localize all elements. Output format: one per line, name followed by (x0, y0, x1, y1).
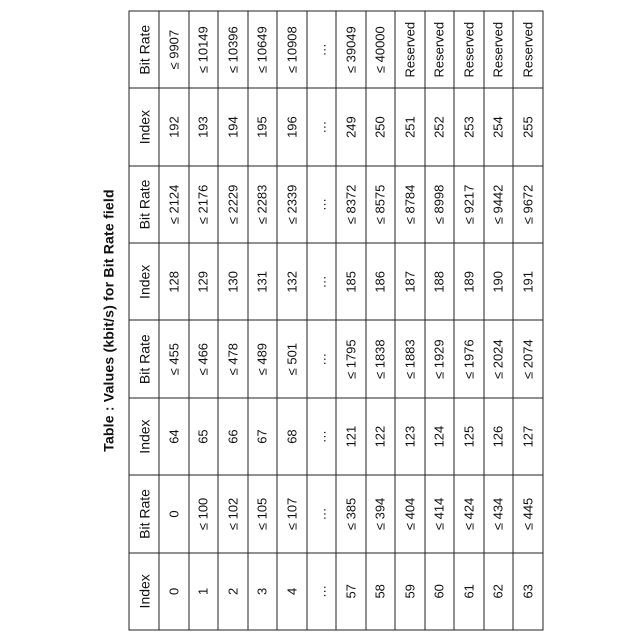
table-row (188, 11, 218, 630)
index-cell: 64 (159, 397, 189, 474)
column-header: Index (129, 243, 159, 320)
bit-rate-cell: ≤ 2024 (483, 320, 513, 397)
table-row (277, 11, 307, 630)
bit-rate-cell: Reserved (483, 11, 513, 88)
bit-rate-cell: ≤ 445 (513, 475, 543, 552)
table-row (424, 11, 454, 630)
index-cell: 252 (424, 88, 454, 165)
bit-rate-cell: ≤ 2339 (277, 165, 307, 242)
index-cell: 57 (336, 552, 366, 629)
table-title: Table : Values (kbit/s) for Bit Rate field (98, 10, 128, 630)
index-cell: 131 (247, 243, 277, 320)
index-cell: 122 (365, 397, 395, 474)
bit-rate-cell: ≤ 394 (365, 475, 395, 552)
bit-rate-cell: Reserved (395, 11, 425, 88)
column-header: Index (129, 397, 159, 474)
index-cell: 190 (483, 243, 513, 320)
index-cell: … (306, 88, 336, 165)
column-header: Bit Rate (129, 165, 159, 242)
bit-rate-cell: ≤ 9442 (483, 165, 513, 242)
index-cell: … (306, 397, 336, 474)
bit-rate-cell: ≤ 1883 (395, 320, 425, 397)
index-cell: 62 (483, 552, 513, 629)
index-cell: 66 (218, 397, 248, 474)
bit-rate-cell: ≤ 2074 (513, 320, 543, 397)
index-cell: 186 (365, 243, 395, 320)
bit-rate-cell: ≤ 39049 (336, 11, 366, 88)
bit-rate-cell: ≤ 424 (454, 475, 484, 552)
index-cell: 68 (277, 397, 307, 474)
bit-rate-cell: ≤ 1795 (336, 320, 366, 397)
index-cell: 61 (454, 552, 484, 629)
index-cell: 249 (336, 88, 366, 165)
table-row (454, 11, 484, 630)
bit-rate-cell: ≤ 1929 (424, 320, 454, 397)
bit-rate-cell: … (306, 320, 336, 397)
table-row (247, 11, 277, 630)
index-cell: 188 (424, 243, 454, 320)
index-cell: 251 (395, 88, 425, 165)
bit-rate-cell: ≤ 8784 (395, 165, 425, 242)
bit-rate-cell: ≤ 1838 (365, 320, 395, 397)
column-header: Index (129, 552, 159, 629)
index-cell: 1 (188, 552, 218, 629)
table-row (159, 11, 189, 630)
bit-rate-cell: ≤ 9217 (454, 165, 484, 242)
bit-rate-table (128, 10, 543, 630)
bit-rate-cell: ≤ 102 (218, 475, 248, 552)
index-cell: 132 (277, 243, 307, 320)
bit-rate-cell: ≤ 107 (277, 475, 307, 552)
bit-rate-cell: ≤ 489 (247, 320, 277, 397)
index-cell: 58 (365, 552, 395, 629)
index-cell: 196 (277, 88, 307, 165)
column-header: Bit Rate (129, 475, 159, 552)
index-cell: 65 (188, 397, 218, 474)
column-header: Index (129, 88, 159, 165)
index-cell: 67 (247, 397, 277, 474)
index-cell: 129 (188, 243, 218, 320)
bit-rate-cell: ≤ 2229 (218, 165, 248, 242)
index-cell: 194 (218, 88, 248, 165)
bit-rate-cell: ≤ 8372 (336, 165, 366, 242)
bit-rate-cell: ≤ 455 (159, 320, 189, 397)
index-cell: 121 (336, 397, 366, 474)
index-cell: 128 (159, 243, 189, 320)
bit-rate-cell: ≤ 9672 (513, 165, 543, 242)
bit-rate-cell: ≤ 10649 (247, 11, 277, 88)
index-cell: 4 (277, 552, 307, 629)
header-row (129, 11, 159, 630)
bit-rate-cell: ≤ 105 (247, 475, 277, 552)
index-cell: 255 (513, 88, 543, 165)
column-header: Bit Rate (129, 320, 159, 397)
bit-rate-cell: Reserved (424, 11, 454, 88)
index-cell: 193 (188, 88, 218, 165)
index-cell: 59 (395, 552, 425, 629)
bit-rate-cell: … (306, 475, 336, 552)
index-cell: 185 (336, 243, 366, 320)
bit-rate-cell: ≤ 478 (218, 320, 248, 397)
index-cell: … (306, 243, 336, 320)
bit-rate-cell: ≤ 40000 (365, 11, 395, 88)
bit-rate-cell: … (306, 11, 336, 88)
bit-rate-cell: ≤ 1976 (454, 320, 484, 397)
bit-rate-cell: … (306, 165, 336, 242)
rotated-table-figure (98, 10, 543, 630)
table-row (395, 11, 425, 630)
index-cell: 187 (395, 243, 425, 320)
bit-rate-cell: ≤ 404 (395, 475, 425, 552)
index-cell: 254 (483, 88, 513, 165)
index-cell: 0 (159, 552, 189, 629)
table-row (336, 11, 366, 630)
bit-rate-cell: Reserved (454, 11, 484, 88)
index-cell: 127 (513, 397, 543, 474)
index-cell: 125 (454, 397, 484, 474)
index-cell: 123 (395, 397, 425, 474)
index-cell: 126 (483, 397, 513, 474)
index-cell: 2 (218, 552, 248, 629)
index-cell: 192 (159, 88, 189, 165)
index-cell: … (306, 552, 336, 629)
index-cell: 189 (454, 243, 484, 320)
index-cell: 195 (247, 88, 277, 165)
bit-rate-cell: ≤ 8998 (424, 165, 454, 242)
bit-rate-cell: ≤ 2176 (188, 165, 218, 242)
bit-rate-cell: 0 (159, 475, 189, 552)
bit-rate-cell: Reserved (513, 11, 543, 88)
bit-rate-cell: ≤ 10149 (188, 11, 218, 88)
index-cell: 253 (454, 88, 484, 165)
bit-rate-cell: ≤ 10908 (277, 11, 307, 88)
index-cell: 60 (424, 552, 454, 629)
index-cell: 250 (365, 88, 395, 165)
bit-rate-cell: ≤ 501 (277, 320, 307, 397)
bit-rate-cell: ≤ 9907 (159, 11, 189, 88)
bit-rate-cell: ≤ 466 (188, 320, 218, 397)
bit-rate-cell: ≤ 100 (188, 475, 218, 552)
bit-rate-cell: ≤ 2283 (247, 165, 277, 242)
bit-rate-cell: ≤ 434 (483, 475, 513, 552)
table-body (159, 11, 543, 630)
index-cell: 191 (513, 243, 543, 320)
index-cell: 63 (513, 552, 543, 629)
index-cell: 3 (247, 552, 277, 629)
index-cell: 124 (424, 397, 454, 474)
table-row (513, 11, 543, 630)
table-row (218, 11, 248, 630)
index-cell: 130 (218, 243, 248, 320)
bit-rate-cell: ≤ 8575 (365, 165, 395, 242)
column-header: Bit Rate (129, 11, 159, 88)
bit-rate-cell: ≤ 414 (424, 475, 454, 552)
table-row (365, 11, 395, 630)
bit-rate-cell: ≤ 385 (336, 475, 366, 552)
bit-rate-cell: ≤ 2124 (159, 165, 189, 242)
bit-rate-cell: ≤ 10396 (218, 11, 248, 88)
table-row (306, 11, 336, 630)
table-row (483, 11, 513, 630)
